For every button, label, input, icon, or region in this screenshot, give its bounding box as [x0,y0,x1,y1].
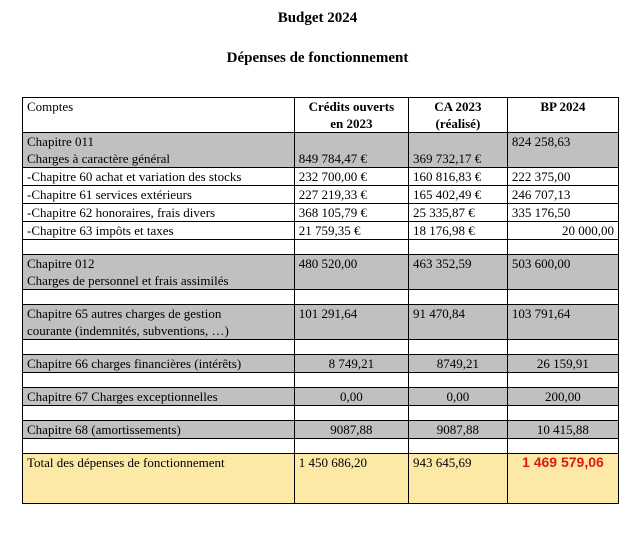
header-credits-line1: Crédits ouverts [308,99,395,114]
chapitre-012-label-line2: Charges de personnel et frais assimilés [27,273,229,288]
chapitre-68-bp: 10 415,88 [507,421,618,439]
chapitre-011-label [23,133,295,168]
total-label: Total des dépenses de fonctionnement [23,454,295,504]
chapitre-67-bp: 200,00 [507,388,618,406]
document-title: Budget 2024 [277,10,358,26]
header-comptes: Comptes [23,98,295,133]
chapitre-65-label [23,305,295,340]
chapitre-65-credits: 101 291,64 [294,305,408,340]
total-credits: 1 450 686,20 [294,454,408,504]
chapitre-65-label-line1: Chapitre 65 autres charges de gestion [27,306,222,321]
header-ca-line2: (réalisé) [435,116,481,131]
chapitre-012-ca: 463 352,59 [409,255,508,290]
header-bp: BP 2024 [507,98,618,133]
chapitre-63-label: -Chapitre 63 impôts et taxes [23,222,295,240]
section-title: Dépenses de fonctionnement [226,50,409,66]
chapitre-68-ca: 9087,88 [409,421,508,439]
chapitre-65-ca: 91 470,84 [409,305,508,340]
chapitre-011-credits: 849 784,47 € [294,133,408,168]
table-row-chapitre-63 [23,222,619,240]
chapitre-60-ca: 160 816,83 € [409,168,508,186]
table-row-chapitre-011 [23,133,619,168]
chapitre-68-credits: 9087,88 [294,421,408,439]
table-header-row [23,98,619,133]
header-credits-line2: en 2023 [330,116,373,131]
chapitre-66-bp: 26 159,91 [507,355,618,373]
chapitre-66-label: Chapitre 66 charges financières (intérêts) [23,355,295,373]
chapitre-012-credits: 480 520,00 [294,255,408,290]
chapitre-68-label: Chapitre 68 (amortissements) [23,421,295,439]
chapitre-63-bp: 20 000,00 [507,222,618,240]
chapitre-65-bp: 103 791,64 [507,305,618,340]
chapitre-63-ca: 18 176,98 € [409,222,508,240]
chapitre-011-ca: 369 732,17 € [409,133,508,168]
total-bp: 1 469 579,06 [522,454,604,470]
header-ca-line1: CA 2023 [434,99,482,114]
spacer-row [23,439,619,454]
chapitre-62-ca: 25 335,87 € [409,204,508,222]
table-row-chapitre-62 [23,204,619,222]
chapitre-67-credits: 0,00 [294,388,408,406]
total-ca: 943 645,69 [409,454,508,504]
header-credits [294,98,408,133]
chapitre-62-label: -Chapitre 62 honoraires, frais divers [23,204,295,222]
header-ca [409,98,508,133]
chapitre-66-ca: 8749,21 [409,355,508,373]
chapitre-011-label-line1: Chapitre 011 [27,134,95,149]
chapitre-66-credits: 8 749,21 [294,355,408,373]
spacer-row [23,406,619,421]
chapitre-60-credits: 232 700,00 € [294,168,408,186]
chapitre-67-ca: 0,00 [409,388,508,406]
chapitre-011-bp: 824 258,63 [507,133,618,168]
chapitre-61-bp: 246 707,13 [507,186,618,204]
table-row-chapitre-61 [23,186,619,204]
chapitre-012-label [23,255,295,290]
chapitre-011-label-line2: Charges à caractère général [27,151,171,166]
spacer-row [23,290,619,305]
chapitre-67-label: Chapitre 67 Charges exceptionnelles [23,388,295,406]
chapitre-012-label-line1: Chapitre 012 [27,256,95,271]
chapitre-61-ca: 165 402,49 € [409,186,508,204]
chapitre-61-credits: 227 219,33 € [294,186,408,204]
chapitre-62-bp: 335 176,50 [507,204,618,222]
table-row-chapitre-012 [23,255,619,290]
table-row-chapitre-67 [23,388,619,406]
budget-table [22,97,619,504]
table-row-chapitre-60 [23,168,619,186]
chapitre-65-label-line2: courante (indemnités, subventions, …) [27,323,229,338]
chapitre-60-bp: 222 375,00 [507,168,618,186]
chapitre-60-label: -Chapitre 60 achat et variation des stocks [23,168,295,186]
chapitre-61-label: -Chapitre 61 services extérieurs [23,186,295,204]
chapitre-62-credits: 368 105,79 € [294,204,408,222]
table-row-chapitre-65 [23,305,619,340]
chapitre-012-bp: 503 600,00 [507,255,618,290]
table-row-chapitre-68 [23,421,619,439]
spacer-row [23,240,619,255]
table-row-chapitre-66 [23,355,619,373]
spacer-row [23,373,619,388]
chapitre-63-credits: 21 759,35 € [294,222,408,240]
spacer-row [23,340,619,355]
total-bp-cell [507,454,618,504]
table-row-total [23,454,619,504]
